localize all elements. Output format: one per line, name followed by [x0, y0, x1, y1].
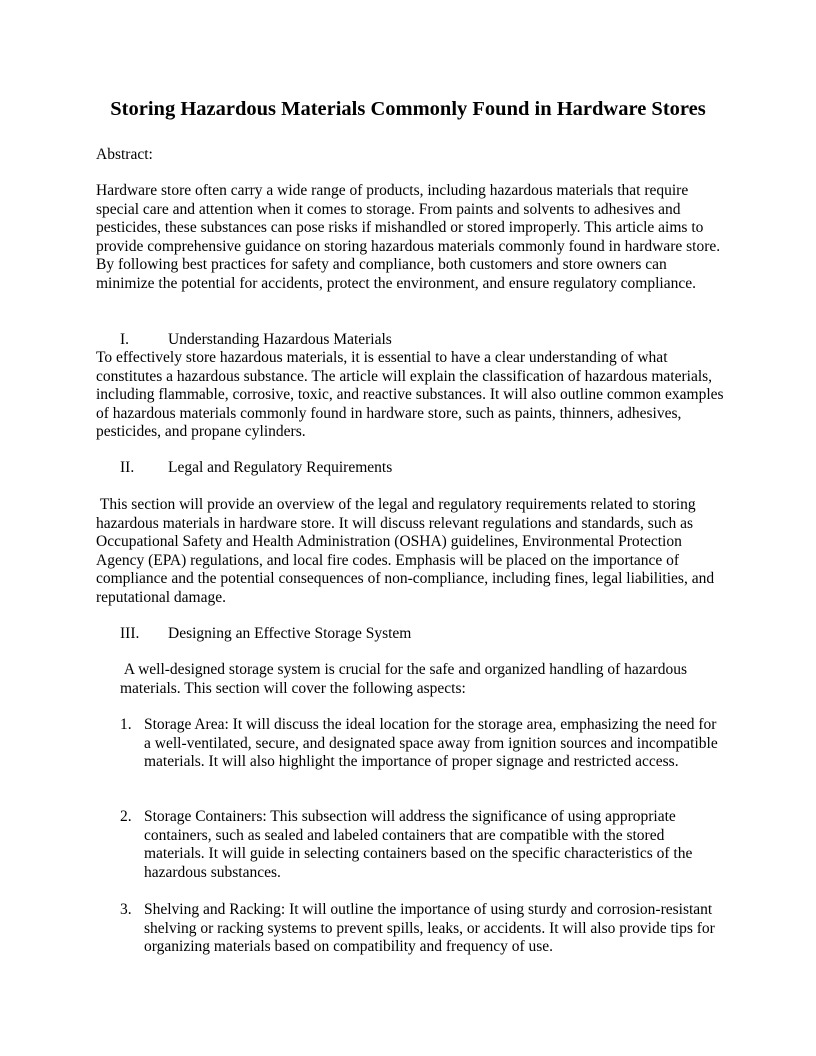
section-body-3: A well-designed storage system is crucial for the safe and organized handling of hazardous materials. This section will cover the following aspects:: [120, 661, 691, 697]
section-heading-text: Legal and Regulatory Requirements: [168, 459, 393, 476]
section-heading-2: [120, 459, 392, 478]
section-body-1: To effectively store hazardous materials, it is essential to have a clear understanding of what constitutes a hazardous substance. The article will explain the classification of hazardous materials, including flammable, corrosive, toxic, and reactive substances. It will also outline common examples of hazardous materials commonly found in hardware store, such as paints, thinners, adhesives, pesticides, and propane cylinders.: [96, 349, 724, 441]
section-number: III.: [120, 625, 140, 642]
list-item: [120, 716, 720, 772]
list-item: [120, 901, 720, 957]
list-item-text: Shelving and Racking: It will outline the importance of using sturdy and corrosion-resistant shelving or racking systems to prevent spills, leaks, or accidents. It will also provide tips for organizing materials based on compatibility and frequency of use.: [144, 901, 715, 956]
list-item-number: 1.: [120, 716, 132, 733]
list-item-text: Storage Containers: This subsection will address the significance of using appropriate containers, such as sealed and labeled containers that are compatible with the stored materials. It will guide in selecting containers based on the specific characteristics of the hazardous substances.: [144, 808, 693, 881]
abstract-label: Abstract:: [96, 146, 153, 163]
section-heading-3: [120, 625, 411, 644]
section-body-2: This section will provide an overview of the legal and regulatory requirements related to storing hazardous materials in hardware store. It will discuss relevant regulations and standards, such as Occupational Safety and Health Administration (OSHA) guidelines, Environmental Protection Agency (EPA) regulations, and local fire codes. Emphasis will be placed on the importance of compliance and the potential consequences of non-compliance, including fines, legal liabilities, and reputational damage.: [96, 496, 718, 606]
document-title: Storing Hazardous Materials Commonly Found in Hardware Stores: [110, 98, 706, 120]
section-heading-text: Designing an Effective Storage System: [168, 625, 412, 642]
section-number: I.: [120, 331, 130, 348]
list-item: [120, 808, 720, 882]
section-number: II.: [120, 459, 135, 476]
list-item-number: 3.: [120, 901, 132, 918]
section-heading-1: [120, 331, 392, 350]
list-item-number: 2.: [120, 808, 132, 825]
list-item-text: Storage Area: It will discuss the ideal location for the storage area, emphasizing the need for a well-ventilated, secure, and designated space away from ignition sources and incompatible materials. It will also highlight the importance of proper signage and restricted access.: [144, 716, 718, 771]
section-heading-text: Understanding Hazardous Materials: [168, 331, 392, 348]
abstract-text: Hardware store often carry a wide range of products, including hazardous materials that require special care and attention when it comes to storage. From paints and solvents to adhesives and pesticides, these substances can pose risks if mishandled or stored improperly. This article aims to provide comprehensive guidance on storing hazardous materials commonly found in hardware store. By following best practices for safety and compliance, both customers and store owners can minimize the potential for accidents, protect the environment, and ensure regulatory compliance.: [96, 182, 721, 292]
